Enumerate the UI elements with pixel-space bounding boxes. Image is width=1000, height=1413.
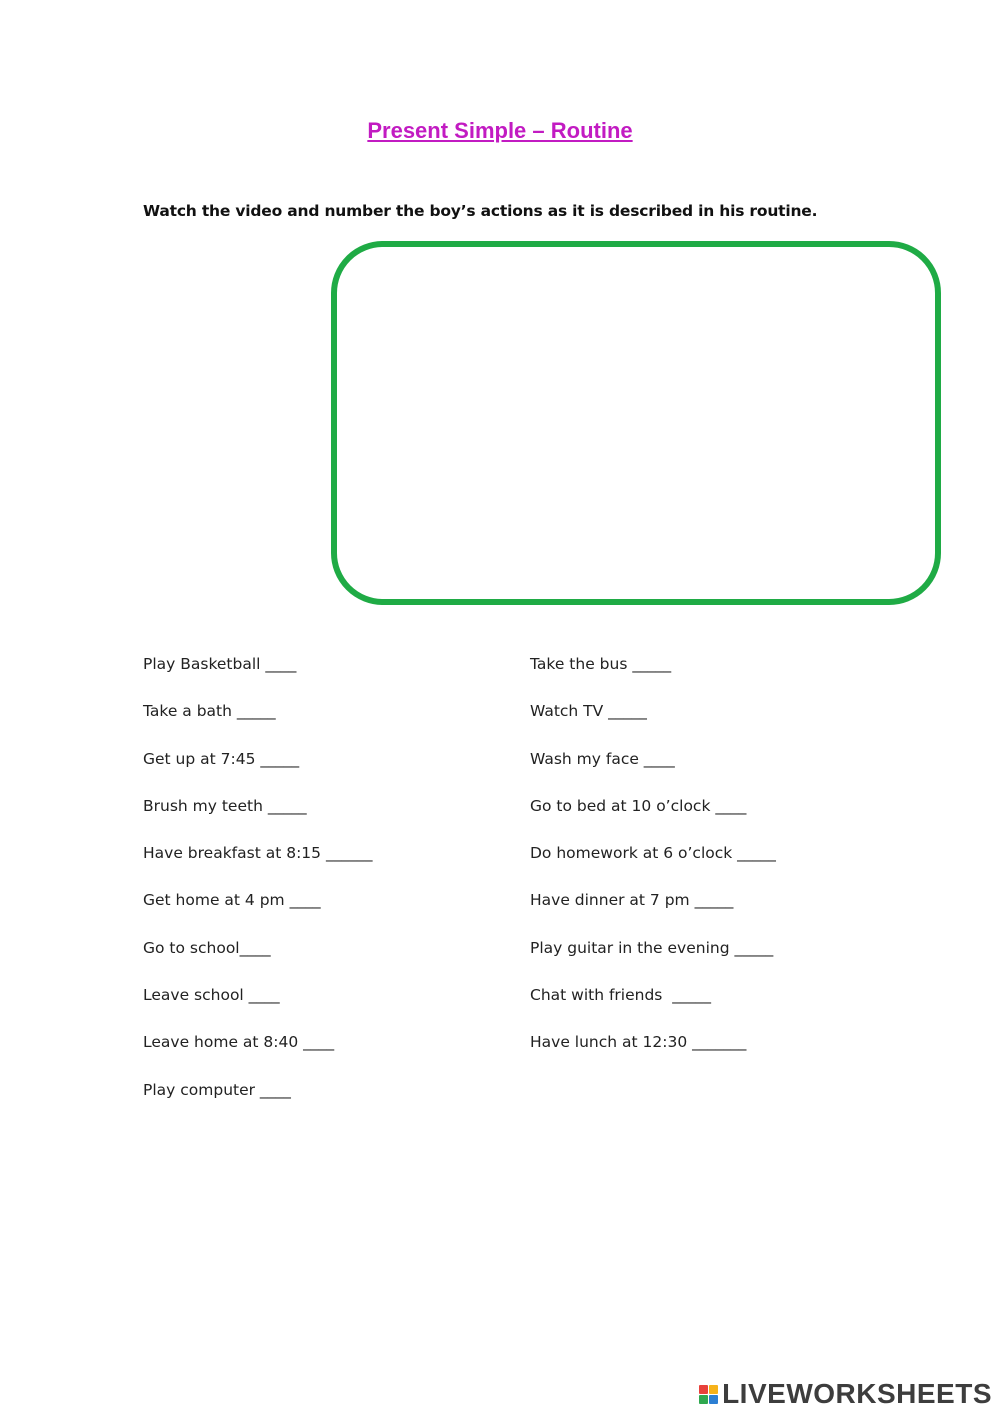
action-item[interactable]: Leave home at 8:40 ____ xyxy=(143,1033,335,1052)
logo-square xyxy=(699,1395,708,1404)
action-item[interactable]: Take the bus _____ xyxy=(530,655,672,673)
action-item[interactable]: Brush my teeth _____ xyxy=(143,796,307,815)
action-item[interactable]: Get up at 7:45 _____ xyxy=(143,749,300,768)
action-item[interactable]: Play guitar in the evening _____ xyxy=(530,938,774,957)
liveworksheets-brand xyxy=(699,1378,992,1410)
video-frame[interactable] xyxy=(331,241,941,605)
action-item[interactable]: Chat with friends _____ xyxy=(530,986,711,1005)
action-item[interactable]: Take a bath _____ xyxy=(143,702,276,721)
action-item[interactable]: Leave school ____ xyxy=(143,986,280,1005)
left-action-list xyxy=(143,653,372,1126)
page-title: Present Simple – Routine xyxy=(367,118,633,143)
action-item[interactable]: Get home at 4 pm ____ xyxy=(143,891,321,910)
action-item[interactable]: Watch TV _____ xyxy=(530,702,647,721)
action-item[interactable]: Have lunch at 12:30 _______ xyxy=(530,1033,747,1052)
action-item[interactable]: Have breakfast at 8:15 ______ xyxy=(143,844,373,863)
action-item[interactable]: Go to bed at 10 o’clock ____ xyxy=(530,796,747,815)
liveworksheets-logo-icon xyxy=(699,1385,718,1404)
right-action-list xyxy=(530,653,776,1079)
instruction-text: Watch the video and number the boy’s actions as it is described in his routine. xyxy=(143,202,818,220)
action-item[interactable]: Do homework at 6 o’clock _____ xyxy=(530,844,776,863)
logo-square xyxy=(709,1385,718,1394)
action-item[interactable]: Wash my face ____ xyxy=(530,749,675,768)
action-item[interactable]: Play Basketball ____ xyxy=(143,655,297,673)
logo-square xyxy=(709,1395,718,1404)
logo-square xyxy=(699,1385,708,1394)
action-item[interactable]: Play computer ____ xyxy=(143,1080,291,1099)
brand-name: LIVEWORKSHEETS xyxy=(722,1378,992,1409)
action-item[interactable]: Have dinner at 7 pm _____ xyxy=(530,891,734,910)
action-item[interactable]: Go to school____ xyxy=(143,938,271,957)
